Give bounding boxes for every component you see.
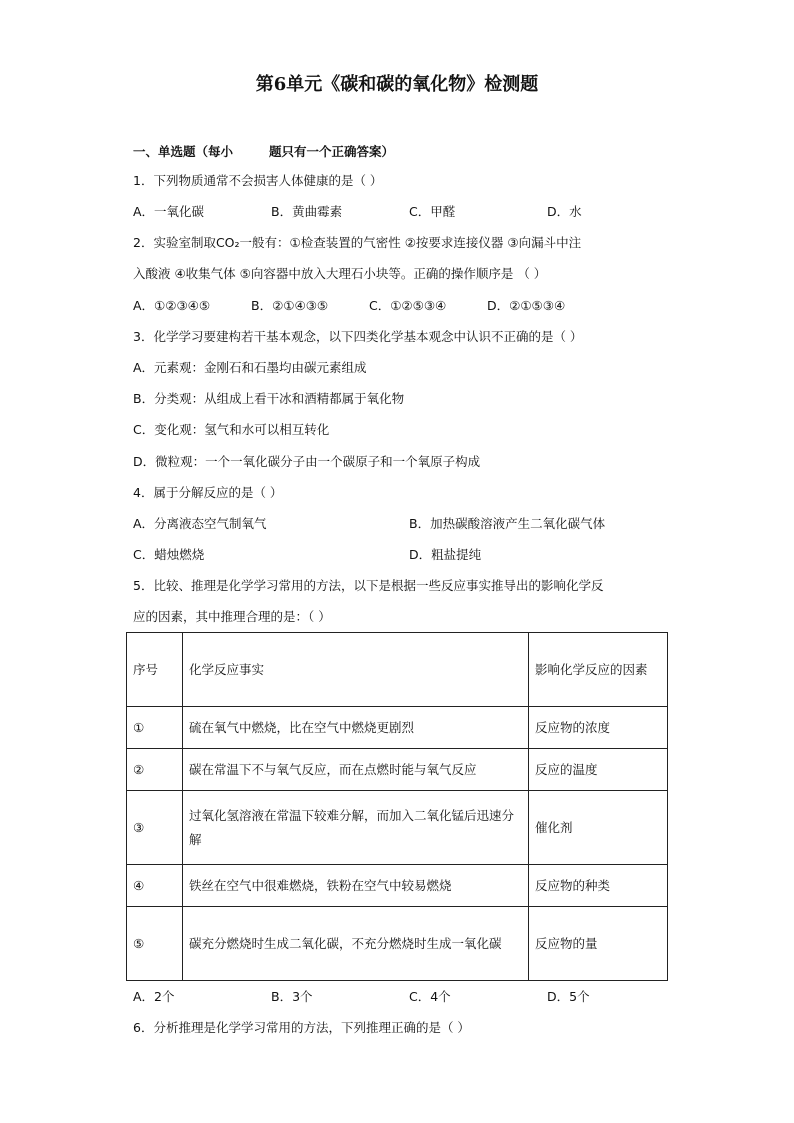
table-row <box>127 907 668 981</box>
question-4-option-b[interactable]: B．加热碳酸溶液产生二氧化碳气体 <box>409 516 606 531</box>
question-2-option-a[interactable]: A．①②③④⑤ <box>133 298 211 313</box>
question-4-option-c[interactable]: C．蜡烛燃烧 <box>133 547 205 562</box>
table-cell-fact: 硫在氧气中燃烧，比在空气中燃烧更剧烈 <box>183 707 529 749</box>
table-row <box>127 749 668 791</box>
question-1-option-c[interactable]: C．甲醛 <box>409 204 456 219</box>
question-1-option-b[interactable]: B．黄曲霉素 <box>271 204 343 219</box>
table-header-row <box>127 633 668 707</box>
table-cell-number: ⑤ <box>127 907 183 981</box>
question-6-stem: 6．分析推理是化学学习常用的方法，下列推理正确的是（ ） <box>133 1020 470 1035</box>
question-1-option-a[interactable]: A．一氧化碳 <box>133 204 205 219</box>
table-row <box>127 865 668 907</box>
question-2-stem-line2: 入酸液 ④收集气体 ⑤向容器中放入大理石小块等。正确的操作顺序是 （ ） <box>133 266 547 281</box>
table-cell-fact: 碳充分燃烧时生成二氧化碳，不充分燃烧时生成一氧化碳 <box>183 907 529 981</box>
question-5-option-b[interactable]: B．3个 <box>271 989 313 1004</box>
table-cell-factor: 反应物的浓度 <box>529 707 668 749</box>
table-header-cell: 化学反应事实 <box>183 633 529 707</box>
question-4-stem: 4．属于分解反应的是（ ） <box>133 485 283 500</box>
table-cell-number: ② <box>127 749 183 791</box>
table-row <box>127 791 668 865</box>
question-5-option-d[interactable]: D．5个 <box>547 989 590 1004</box>
question-5-table <box>126 632 668 981</box>
table-cell-number: ① <box>127 707 183 749</box>
table-cell-factor: 催化剂 <box>529 791 668 865</box>
question-1-option-d[interactable]: D．水 <box>547 204 582 219</box>
question-2-option-d[interactable]: D．②①⑤③④ <box>487 298 566 313</box>
section-heading-tail: 题只有一个正确答案） <box>269 144 395 159</box>
table-cell-factor: 反应物的种类 <box>529 865 668 907</box>
question-5-stem-line2: 应的因素，其中推理合理的是：（ ） <box>133 609 331 624</box>
question-2-stem-line1: 2．实验室制取CO₂一般有：①检查装置的气密性 ②按要求连接仪器 ③向漏斗中注 <box>133 235 582 250</box>
question-5-option-c[interactable]: C．4个 <box>409 989 451 1004</box>
table-cell-fact: 铁丝在空气中很难燃烧，铁粉在空气中较易燃烧 <box>183 865 529 907</box>
table-header-cell: 影响化学反应的因素 <box>529 633 668 707</box>
section-heading-label: 一、单选题（每小 <box>133 144 234 159</box>
question-3-option-a[interactable]: A．元素观：金刚石和石墨均由碳元素组成 <box>133 360 367 375</box>
table-cell-fact: 碳在常温下不与氧气反应，而在点燃时能与氧气反应 <box>183 749 529 791</box>
question-3-stem: 3．化学学习要建构若干基本观念，以下四类化学基本观念中认识不正确的是（ ） <box>133 329 583 344</box>
page-title: 第6单元《碳和碳的氧化物》检测题 <box>255 74 539 95</box>
question-2-option-b[interactable]: B．②①④③⑤ <box>251 298 329 313</box>
question-1-stem: 1．下列物质通常不会损害人体健康的是（ ） <box>133 173 383 188</box>
question-4-option-a[interactable]: A．分离液态空气制氧气 <box>133 516 267 531</box>
table-cell-number: ③ <box>127 791 183 865</box>
table-header-cell: 序号 <box>127 633 183 707</box>
table-cell-factor: 反应的温度 <box>529 749 668 791</box>
question-3-option-c[interactable]: C．变化观：氢气和水可以相互转化 <box>133 422 330 437</box>
section-heading <box>133 144 394 160</box>
question-3-option-b[interactable]: B．分类观：从组成上看干冰和酒精都属于氧化物 <box>133 391 405 406</box>
question-2-option-c[interactable]: C．①②⑤③④ <box>369 298 447 313</box>
question-3-option-d[interactable]: D．微粒观：一个一氧化碳分子由一个碳原子和一个氧原子构成 <box>133 454 481 469</box>
question-5-option-a[interactable]: A．2个 <box>133 989 175 1004</box>
table-row <box>127 707 668 749</box>
question-4-option-d[interactable]: D．粗盐提纯 <box>409 547 482 562</box>
table-cell-factor: 反应物的量 <box>529 907 668 981</box>
question-5-stem-line1: 5．比较、推理是化学学习常用的方法，以下是根据一些反应事实推导出的影响化学反 <box>133 578 604 593</box>
table-cell-number: ④ <box>127 865 183 907</box>
table-cell-fact: 过氧化氢溶液在常温下较难分解，而加入二氧化锰后迅速分解 <box>183 791 529 865</box>
